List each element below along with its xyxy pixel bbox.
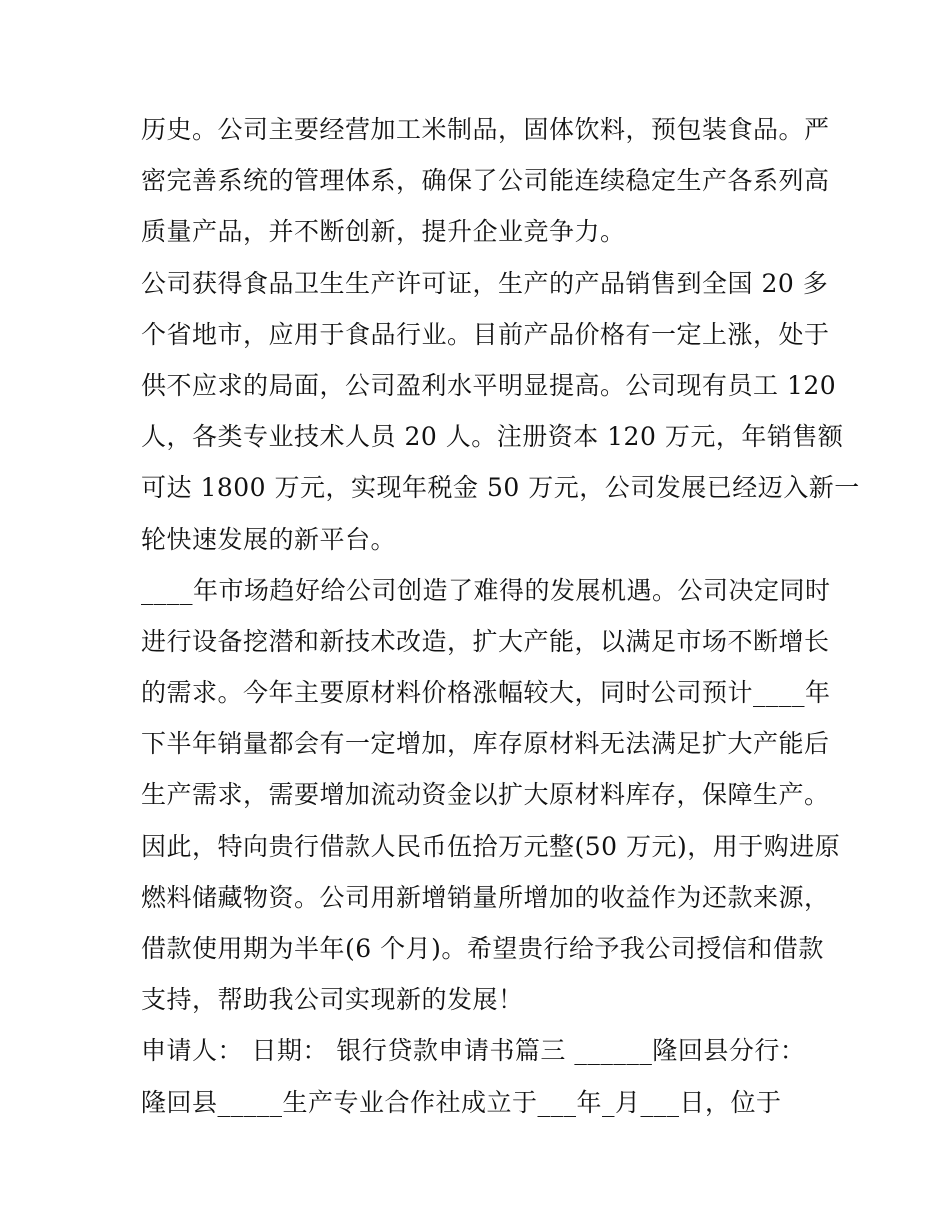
text-line: 支持，帮助我公司实现新的发展！ (141, 985, 524, 1015)
text-line: 公司获得食品卫生生产许可证，生产的产品销售到全国 20 多 (141, 268, 829, 298)
text-line: 申请人： 日期： 银行贷款申请书篇三 ______隆回县分行： (141, 1036, 806, 1066)
text-line: 轮快速发展的新平台。 (141, 524, 397, 554)
text-line: 个省地市，应用于食品行业。目前产品价格有一定上涨，处于 (141, 319, 830, 349)
text-line: 人，各类专业技术人员 20 人。注册资本 120 万元，年销售额 (141, 422, 844, 452)
text-line: 的需求。今年主要原材料价格涨幅较大，同时公司预计____年 (141, 678, 831, 708)
text-line: 借款使用期为半年(6 个月)。希望贵行给予我公司授信和借款 (141, 934, 824, 963)
text-line: ____年市场趋好给公司创造了难得的发展机遇。公司决定同时 (141, 575, 831, 605)
text-line: 下半年销量都会有一定增加，库存原材料无法满足扩大产能后 (141, 729, 830, 759)
text-line: 进行设备挖潜和新技术改造，扩大产能，以满足市场不断增长 (141, 626, 830, 656)
text-line: 燃料储藏物资。公司用新增销量所增加的收益作为还款来源， (141, 882, 830, 912)
text-line: 因此，特向贵行借款人民币伍拾万元整(50 万元)，用于购进原 (141, 831, 841, 861)
text-line: 生产需求，需要增加流动资金以扩大原材料库存，保障生产。 (141, 780, 830, 810)
document-body (141, 104, 860, 1128)
text-line: 隆回县_____生产专业合作社成立于___年_月___日，位于 (141, 1087, 782, 1117)
text-line: 可达 1800 万元，实现年税金 50 万元，公司发展已经迈入新一 (141, 473, 860, 503)
text-line: 供不应求的局面，公司盈利水平明显提高。公司现有员工 120 (141, 370, 837, 400)
text-line: 密完善系统的管理体系，确保了公司能连续稳定生产各系列高 (141, 166, 830, 196)
text-line: 质量产品，并不断创新，提升企业竞争力。 (141, 217, 626, 247)
text-line: 历史。公司主要经营加工米制品，固体饮料，预包装食品。严 (141, 115, 830, 144)
